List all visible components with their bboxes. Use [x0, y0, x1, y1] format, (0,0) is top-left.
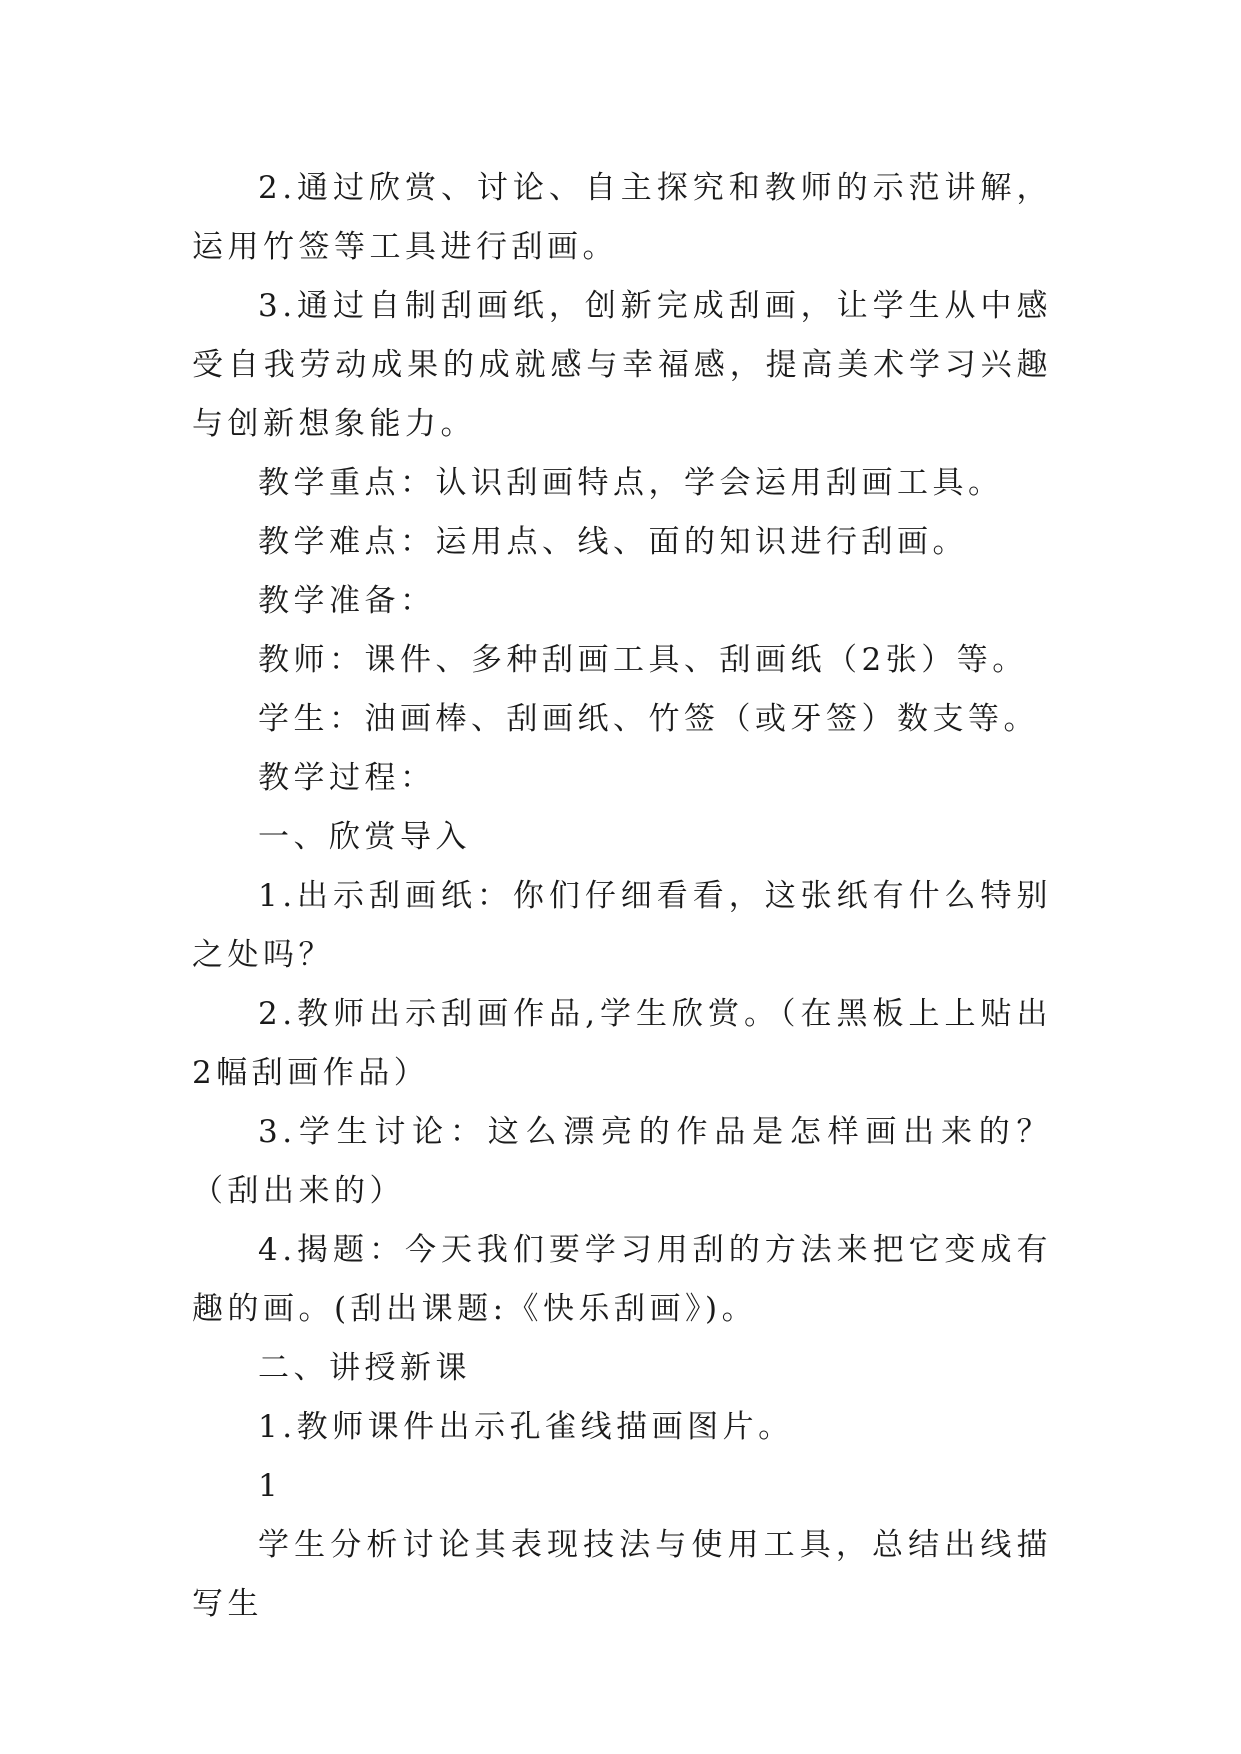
paragraph-student-preparation: 学生：油画棒、刮画纸、竹签（或牙签）数支等。 [258, 701, 1039, 737]
paragraph-objective-2: 2.通过欣赏、讨论、自主探究和教师的示范讲解，运用竹签等工具进行刮画。 [192, 170, 1052, 265]
paragraph-key-point: 教学重点：认识刮画特点，学会运用刮画工具。 [258, 465, 1004, 501]
paragraph-preparation-heading: 教学准备： [258, 583, 436, 619]
paragraph-step-2: 2.教师出示刮画作品,学生欣赏。（在黑板上上贴出2幅刮画作品） [192, 996, 1052, 1091]
paragraph-step-1: 1.出示刮画纸：你们仔细看看，这张纸有什么特别之处吗？ [192, 878, 1052, 973]
section-heading-appreciation: 一、欣赏导入 [258, 819, 471, 855]
paragraph-difficulty: 教学难点：运用点、线、面的知识进行刮画。 [258, 524, 968, 560]
paragraph-step-4: 4.揭题：今天我们要学习用刮的方法来把它变成有趣的画。(刮出课题:《快乐刮画》)。 [192, 1232, 1052, 1327]
paragraph-process-heading: 教学过程： [258, 760, 436, 796]
paragraph-analysis: 学生分析讨论其表现技法与使用工具，总结出线描写生 [192, 1527, 1052, 1622]
paragraph-teacher-preparation: 教师：课件、多种刮画工具、刮画纸（2张）等。 [258, 642, 1028, 678]
paragraph-objective-3: 3.通过自制刮画纸，创新完成刮画，让学生从中感受自我劳动成果的成就感与幸福感，提高美术学习兴趣与创新想象能力。 [192, 288, 1052, 442]
section-heading-new-lesson: 二、讲授新课 [258, 1350, 471, 1386]
paragraph-step-3: 3.学生讨论：这么漂亮的作品是怎样画出来的？（刮出来的） [192, 1114, 1052, 1209]
paragraph-lesson-step-1: 1.教师课件出示孔雀线描画图片。 [258, 1409, 794, 1445]
page-number: 1 [258, 1468, 283, 1504]
document-body [192, 159, 1052, 1634]
